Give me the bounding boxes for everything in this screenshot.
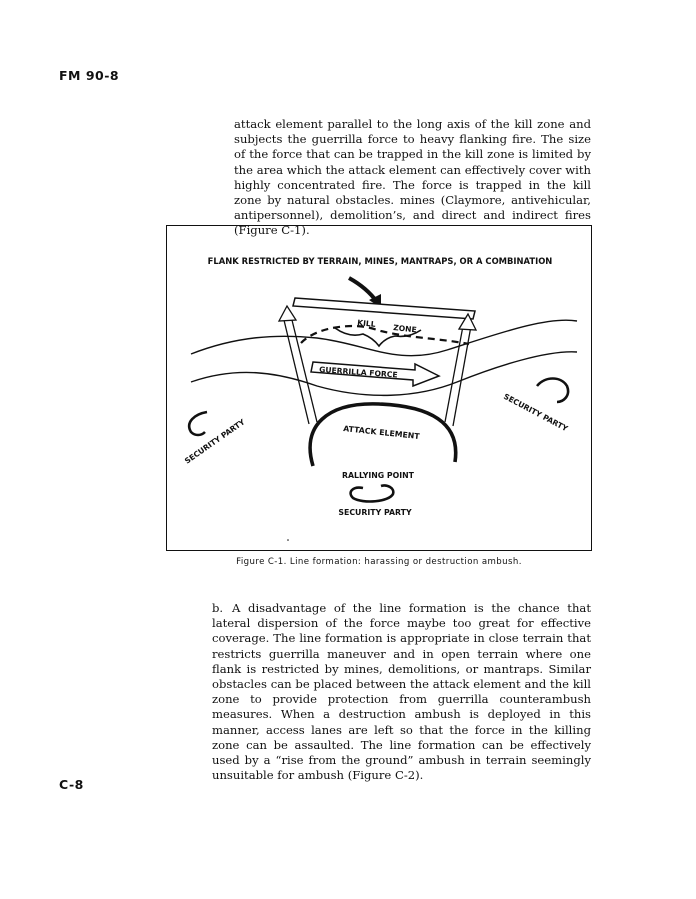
security-party-left-symbol xyxy=(189,412,207,435)
kill-zone-dashed-boundary xyxy=(301,326,469,344)
flank-restricted-label: FLANK RESTRICTED BY TERRAIN, MINES, MANTRAPS, OR A COMBINATION xyxy=(207,256,553,266)
kill-zone-bar xyxy=(293,298,475,319)
ambush-diagram xyxy=(167,226,593,552)
left-fire-lane-1 xyxy=(283,316,309,424)
paragraph-2 xyxy=(212,601,591,783)
rallying-point-label: RALLYING POINT xyxy=(341,471,415,480)
security-party-left-label: SECURITY PARTY xyxy=(182,417,247,466)
running-head: FM 90-8 xyxy=(59,68,120,83)
security-party-right-symbol xyxy=(537,379,568,403)
attack-element-label: ATTACK ELEMENT xyxy=(342,424,421,442)
zone-label: ZONE xyxy=(392,323,418,335)
kill-label: KILL xyxy=(356,318,377,329)
left-fire-lane-head xyxy=(279,306,296,321)
terrain-line-upper xyxy=(191,320,577,356)
stray-dot xyxy=(287,539,289,541)
paragraph-2-text: A disadvantage of the line formation is the chance that lateral dispersion of the force maybe too great for effective coverage. The line formation is appropriate in close terrain that restricts guerrilla maneuver and in open terrain where one flank is restricted by mines, demolitions, or mantraps. Similar obstacles can be placed between the attack element and the kill zone to provide protection from guerrilla counterambush measures. When a destruction ambush is deployed in this manner, access lanes are left so that the force in the killing zone can be assaulted. The line formation can be effectively used by a “rise from the ground” ambush in terrain seemingly unsuitable for ambush (Figure C-2). xyxy=(212,601,591,783)
figure-caption: Figure C-1. Line formation: harassing or destruction ambush. xyxy=(236,557,522,567)
figure-c1 xyxy=(166,225,592,551)
paragraph-2-marker: b. xyxy=(212,601,224,615)
security-party-bottom-symbol xyxy=(351,485,394,501)
right-fire-lane-1 xyxy=(445,326,463,422)
security-party-bottom-label: SECURITY PARTY xyxy=(338,508,412,517)
guerrilla-force-label: GUERRILLA FORCE xyxy=(318,365,398,380)
security-party-right-label: SECURITY PARTY xyxy=(502,391,570,434)
page-number: C-8 xyxy=(59,777,84,792)
paragraph-1: attack element parallel to the long axis of the kill zone and subjects the guerrilla force to heavy flanking fire. The size of the force that can be trapped in the kill zone is limited by the area which the attack element can effectively cover with highly concentrated fire. The force is trapped in the kill zone by natural obstacles. mines (Claymore, antivehicular, antipersonnel), demolition’s, and direct and indirect fires (Figure C-1). xyxy=(234,117,591,238)
